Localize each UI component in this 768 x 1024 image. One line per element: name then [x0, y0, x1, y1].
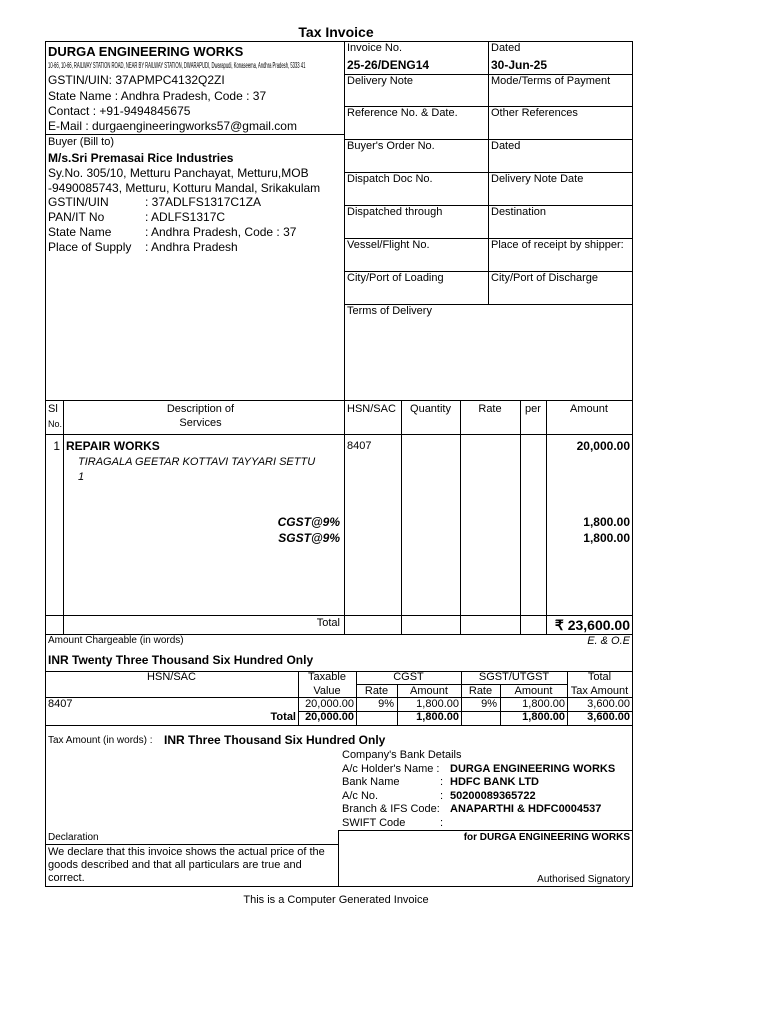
amount-words-label: Amount Chargeable (in words): [48, 635, 184, 646]
tax-words-label: Tax Amount (in words) :: [48, 735, 153, 746]
seller-address: 10-66, 10-66, RAILWAY STATION ROAD, NEAR BY RAILWAY STATION, DWARAPUDI, Dwarapudi, Konaseema, Andhra Pradesh, 5333 41: [48, 61, 306, 70]
item-hsn: 8407: [347, 440, 372, 452]
tax-total-sgst: 1,800.00: [522, 711, 565, 723]
buyer-pos-label: Place of Supply: [48, 240, 132, 254]
buyer-pan: : ADLFS1317C: [145, 210, 226, 224]
tax-col-cgst: CGST: [393, 671, 424, 683]
buyer-pan-label: PAN/IT No: [48, 210, 105, 224]
tax-col-tax-amount: Tax Amount: [570, 685, 629, 697]
seller-state: State Name : Andhra Pradesh, Code : 37: [48, 89, 267, 103]
tax-in-words: INR Three Thousand Six Hundred Only: [164, 733, 386, 747]
sgst-amount: 1,800.00: [583, 531, 630, 545]
col-per: per: [525, 403, 541, 415]
tax-row-sgst-rate: 9%: [481, 698, 497, 710]
dated-label: Dated: [491, 42, 521, 54]
declaration-line3: correct.: [48, 872, 85, 884]
invoice-title: Tax Invoice: [298, 24, 374, 40]
declaration-line2: goods described and that all particulars are true and: [48, 859, 302, 871]
tax-col-sgst: SGST/UTGST: [478, 671, 550, 683]
buyer-address-line1: Sy.No. 305/10, Metturu Panchayat, Metturu,MOB: [48, 166, 309, 180]
tax-col-sgst-rate: Rate: [468, 685, 493, 697]
bank-holder-label: A/c Holder's Name :: [342, 763, 440, 775]
bank-heading: Company's Bank Details: [342, 749, 462, 761]
buyer-pos: : Andhra Pradesh: [145, 240, 238, 254]
tax-row-sgst-amount: 1,800.00: [522, 698, 565, 710]
seller-contact: Contact : +91-9494845675: [48, 104, 191, 118]
dispatched-through-label: Dispatched through: [347, 206, 443, 218]
col-amount: Amount: [570, 403, 608, 415]
place-receipt-label: Place of receipt by shipper:: [491, 239, 624, 251]
bank-name-label: Bank Name: [342, 776, 400, 788]
tax-row-total: 3,600.00: [587, 698, 630, 710]
vessel-label: Vessel/Flight No.: [347, 239, 430, 251]
grand-total: ₹ 23,600.00: [554, 617, 630, 633]
item-sl: 1: [53, 439, 60, 453]
bank-branch-label: Branch & IFS Code:: [342, 803, 440, 815]
col-quantity: Quantity: [410, 403, 451, 415]
item-detail-line2: 1: [78, 471, 85, 483]
buyer-name: M/s.Sri Premasai Rice Industries: [48, 151, 234, 165]
tax-total-label: Total: [270, 711, 296, 723]
tax-row-cgst-amount: 1,800.00: [416, 698, 459, 710]
tax-col-cgst-amount: Amount: [410, 685, 448, 697]
reference-label: Reference No. & Date.: [347, 107, 458, 119]
terms-delivery-label: Terms of Delivery: [347, 305, 432, 317]
item-detail-line1: TIRAGALA GEETAR KOTTAVI TAYYARI SETTU: [78, 456, 316, 468]
tax-row-taxable: 20,000.00: [305, 698, 354, 710]
dispatch-doc-label: Dispatch Doc No.: [347, 173, 433, 185]
delivery-note-label: Delivery Note: [347, 75, 414, 87]
destination-label: Destination: [491, 206, 547, 218]
declaration-heading: Declaration: [48, 832, 99, 843]
buyers-order-label: Buyer's Order No.: [347, 140, 435, 152]
tax-total-total: 3,600.00: [587, 711, 630, 723]
bank-name: HDFC BANK LTD: [450, 776, 540, 788]
buyer-gstin-label: GSTIN/UIN: [48, 195, 109, 209]
bank-holder: DURGA ENGINEERING WORKS: [450, 763, 616, 775]
invoice-date: 30-Jun-25: [491, 58, 548, 72]
bank-acno-colon: :: [440, 790, 444, 802]
seller-gstin: GSTIN/UIN: 37APMPC4132Q2ZI: [48, 73, 225, 87]
seller-email: E-Mail : durgaengineeringworks57@gmail.com: [48, 119, 297, 133]
delivery-note-date-label: Delivery Note Date: [491, 173, 584, 185]
mode-terms-label: Mode/Terms of Payment: [491, 75, 611, 87]
tax-total-taxable: 20,000.00: [305, 711, 354, 723]
footer-note: This is a Computer Generated Invoice: [243, 894, 429, 906]
col-services: Services: [179, 417, 222, 429]
buyer-heading: Buyer (Bill to): [48, 136, 115, 148]
col-hsn: HSN/SAC: [347, 403, 396, 415]
cgst-label: CGST@9%: [277, 515, 340, 529]
other-references-label: Other References: [491, 107, 578, 119]
seller-name: DURGA ENGINEERING WORKS: [48, 44, 244, 59]
tax-col-sgst-amount: Amount: [514, 685, 553, 697]
for-company: for DURGA ENGINEERING WORKS: [463, 832, 630, 843]
buyers-order-dated-label: Dated: [491, 140, 521, 152]
bank-acno: 50200089365722: [450, 790, 536, 802]
items-total-label: Total: [316, 617, 340, 629]
port-loading-label: City/Port of Loading: [347, 272, 444, 284]
tax-col-value: Value: [313, 685, 341, 697]
tax-total-cgst: 1,800.00: [416, 711, 459, 723]
buyer-gstin: : 37ADLFS1317C1ZA: [145, 195, 262, 209]
invoice-no-label: Invoice No.: [347, 42, 403, 54]
bank-name-colon: :: [440, 776, 444, 788]
buyer-address-line2: -9490085743, Metturu, Kotturu Mandal, Srikakulam: [48, 181, 321, 195]
authorised-signatory: Authorised Signatory: [537, 874, 630, 885]
col-sl: Sl: [48, 403, 58, 415]
buyer-state-label: State Name: [48, 225, 112, 239]
bank-swift-colon: :: [440, 817, 444, 829]
tax-col-taxable: Taxable: [308, 671, 346, 683]
item-amount: 20,000.00: [576, 439, 630, 453]
port-discharge-label: City/Port of Discharge: [491, 272, 598, 284]
col-description: Description of: [166, 403, 235, 415]
tax-col-hsn: HSN/SAC: [147, 671, 196, 683]
declaration-line1: We declare that this invoice shows the actual price of the: [48, 846, 325, 858]
item-name: REPAIR WORKS: [66, 439, 160, 453]
bank-acno-label: A/c No.: [342, 790, 379, 802]
col-sl-no: No.: [48, 419, 63, 429]
tax-row-hsn: 8407: [48, 698, 73, 710]
tax-row-cgst-rate: 9%: [378, 698, 394, 710]
col-rate: Rate: [478, 403, 502, 415]
tax-col-cgst-rate: Rate: [364, 685, 389, 697]
amount-in-words: INR Twenty Three Thousand Six Hundred Only: [48, 653, 314, 667]
invoice-no: 25-26/DENG14: [347, 58, 430, 72]
sgst-label: SGST@9%: [278, 531, 340, 545]
buyer-state: : Andhra Pradesh, Code : 37: [145, 225, 297, 239]
bank-swift-label: SWIFT Code: [342, 817, 406, 829]
bank-branch: ANAPARTHI & HDFC0004537: [450, 803, 602, 815]
tax-col-total: Total: [587, 671, 612, 683]
eoe: E. & O.E: [587, 635, 630, 647]
cgst-amount: 1,800.00: [583, 515, 630, 529]
